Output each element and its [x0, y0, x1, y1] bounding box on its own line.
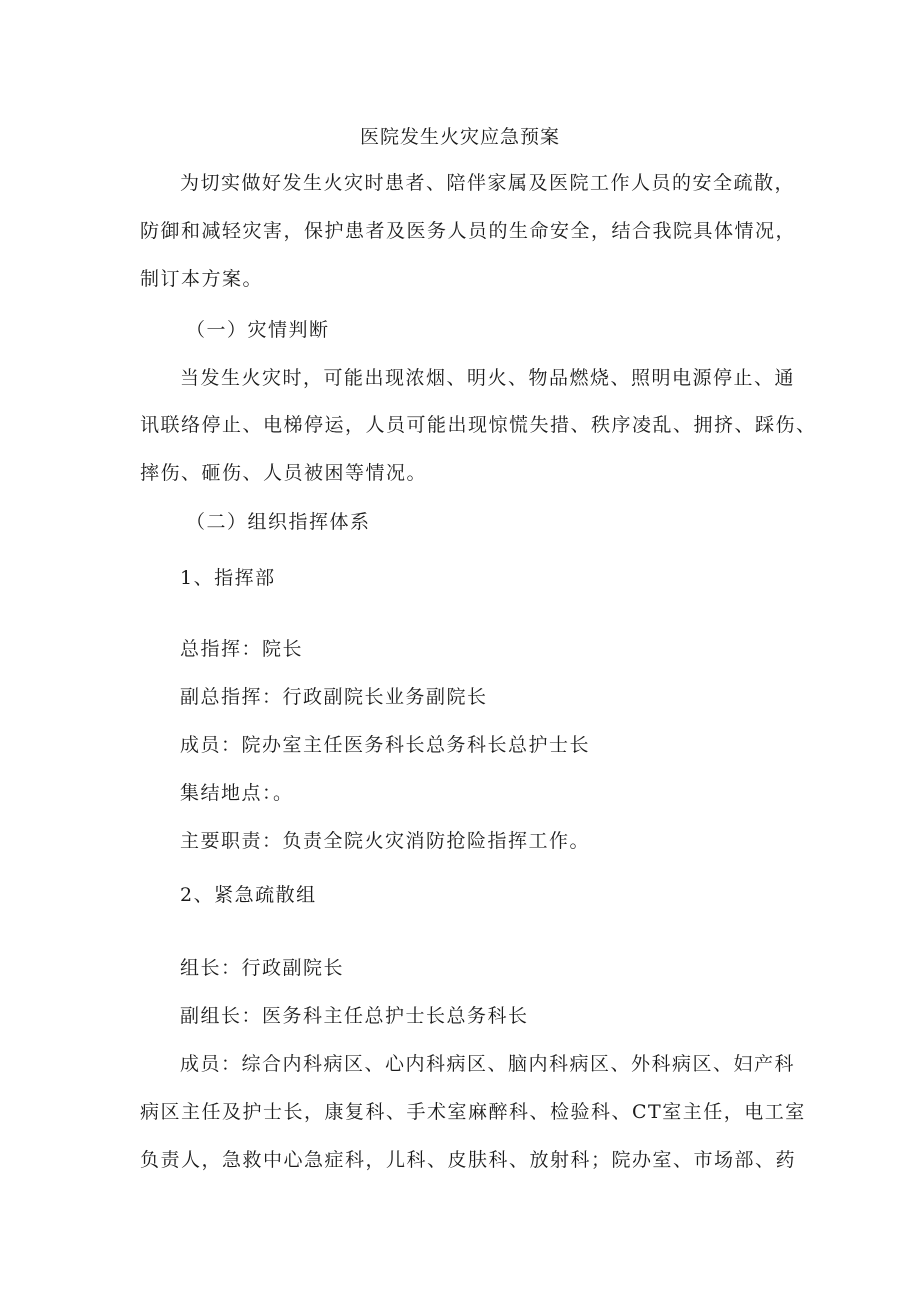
group2-members-line-1: 成员：综合内科病区、心内科病区、脑内科病区、外科病区、妇产科 [180, 1053, 796, 1075]
group1-members: 成员：院办室主任医务科长总务科长总护士长 [180, 734, 591, 756]
group2-deputy: 副组长：医务科主任总护士长总务科长 [180, 1005, 529, 1027]
intro-line-2: 防御和减轻灾害，保护患者及医务人员的生命安全，结合我院具体情况， [140, 220, 797, 242]
group2-heading: 2、紧急疏散组 [180, 884, 317, 906]
group2-members-line-3: 负责人，急救中心急症科，儿科、皮肤科、放射科；院办室、市场部、药 [140, 1149, 797, 1171]
section1-heading: （一）灾情判断 [186, 319, 330, 341]
section2-heading: （二）组织指挥体系 [186, 511, 371, 533]
group1-heading: 1、指挥部 [180, 567, 276, 589]
group1-assembly: 集结地点：。 [180, 782, 294, 804]
group1-duty: 主要职责：负责全院火灾消防抢险指挥工作。 [180, 830, 591, 852]
group1-commander: 总指挥：院长 [180, 638, 304, 660]
group1-deputy: 副总指挥：行政副院长业务副院长 [180, 686, 488, 708]
intro-line-1: 为切实做好发生火灾时患者、陪伴家属及医院工作人员的安全疏散， [180, 172, 796, 194]
section1-line-3: 摔伤、砸伤、人员被困等情况。 [140, 462, 428, 484]
section1-line-2: 讯联络停止、电梯停运，人员可能出现惊慌失措、秩序凌乱、拥挤、踩伤、 [140, 414, 817, 436]
group2-leader: 组长：行政副院长 [180, 957, 345, 979]
document-title: 医院发生火灾应急预案 [360, 126, 561, 148]
section1-line-1: 当发生火灾时，可能出现浓烟、明火、物品燃烧、照明电源停止、通 [180, 367, 796, 389]
intro-line-3: 制订本方案。 [140, 268, 264, 290]
group2-members-line-2: 病区主任及护士长，康复科、手术室麻醉科、检验科、CT室主任，电工室 [140, 1101, 806, 1123]
